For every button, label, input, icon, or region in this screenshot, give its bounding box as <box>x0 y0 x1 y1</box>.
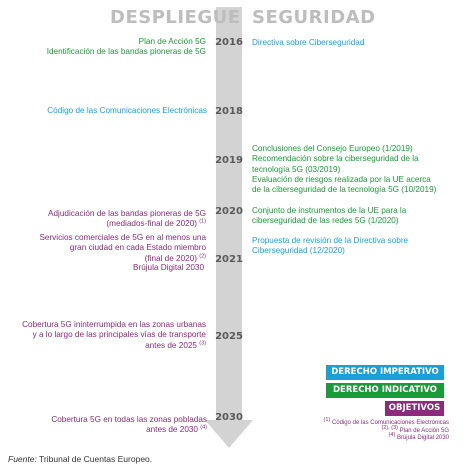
right-item-directiva <box>252 38 452 48</box>
right-item-propuesta <box>252 236 452 257</box>
left-item-servicios <box>0 233 206 264</box>
left-item-codigo <box>7 106 207 116</box>
source-note <box>8 454 152 464</box>
year-2021: 2021 <box>215 254 243 265</box>
right-item-line: Conclusiones del Consejo Europeo (1/2019) <box>252 144 413 153</box>
left-item-line: Plan de Acción 5G <box>138 37 206 46</box>
header-seguridad: SEGURIDAD <box>252 7 376 28</box>
legend-derecho-imperativo: DERECHO IMPERATIVO <box>326 365 444 380</box>
left-item-cobertura-2030 <box>0 415 207 436</box>
year-2020: 2020 <box>215 206 243 217</box>
right-item-line: de la ciberseguridad de la tecnología 5G (10/2019) <box>252 185 437 195</box>
right-item-conjunto <box>252 206 452 227</box>
left-item-line: Cobertura 5G en todas las zonas pobladas <box>51 415 207 424</box>
left-item-line: antes de 2030 $^{(4)}$ <box>146 424 207 435</box>
right-item-line: ciberseguridad de las redes 5G (1/2020) <box>252 216 399 226</box>
right-item-line: tecnología 5G (03/2019) <box>252 164 341 174</box>
right-item-line: Evaluación de riesgos realizada por la UE acerca <box>252 174 431 184</box>
left-item-line: (mediados-final de 2020) $^{(1)}$ <box>106 218 206 229</box>
right-item-line: Directiva sobre Ciberseguridad <box>252 38 365 47</box>
left-item-line: antes de 2025 $^{(3)}$ <box>145 339 206 350</box>
left-item-line: Identificación de las bandas pioneras de 5G <box>46 47 206 57</box>
source-text: Tribunal de Cuentas Europeo. <box>39 454 153 464</box>
left-item-line: Adjudicación de las bandas pioneras de 5G <box>48 209 206 218</box>
header-despliegue: DESPLIEGUE <box>110 7 241 28</box>
left-item-line: Código de las Comunicaciones Electrónicas <box>47 106 207 115</box>
footnote-line: $^{(1)}$ Código de las Comunicaciones Electrónicas <box>323 417 449 426</box>
timeline-arrow-shape <box>205 7 253 448</box>
left-item-adjudicacion <box>6 209 206 230</box>
year-2025: 2025 <box>215 331 243 342</box>
legend-objetivos: OBJETIVOS <box>385 401 444 416</box>
year-2030: 2030 <box>215 412 243 423</box>
left-item-line: (final de 2020) $^{(2)}$ <box>144 252 206 263</box>
year-2019: 2019 <box>215 155 243 166</box>
footnote-line: $^{(2), (3)}$ Plan de Acción 5G <box>381 424 449 434</box>
right-item-line: Recomendación sobre la ciberseguridad de la <box>252 154 419 164</box>
year-2018: 2018 <box>215 106 243 117</box>
left-item-line: gran ciudad en cada Estado miembro <box>69 243 206 253</box>
left-item-cobertura-2025 <box>0 320 206 351</box>
year-2016: 2016 <box>215 37 243 48</box>
left-item-line: Cobertura 5G ininterrumpida en las zonas urbanas <box>22 320 206 329</box>
left-item-brujula <box>133 263 233 273</box>
footnotes <box>269 417 449 443</box>
right-item-conclusiones <box>252 144 462 195</box>
left-item-line: Brújula Digital 2030 <box>133 263 205 272</box>
left-item-line: y a lo largo de las principales vías de transporte <box>32 330 206 340</box>
legend-derecho-indicativo: DERECHO INDICATIVO <box>326 383 444 398</box>
right-item-line: Conjunto de instrumentos de la UE para la <box>252 206 407 215</box>
right-item-line: Ciberseguridad (12/2020) <box>252 246 345 256</box>
source-label: Fuente: <box>8 454 37 464</box>
right-item-line: Propuesta de revisión de la Directiva sobre <box>252 236 409 245</box>
left-item-line: Servicios comerciales de 5G en al menos una <box>39 233 206 242</box>
left-item-plan-accion <box>6 37 206 58</box>
footnote-line: $^{(4)}$ Brújula Digital 2030 <box>388 432 449 442</box>
